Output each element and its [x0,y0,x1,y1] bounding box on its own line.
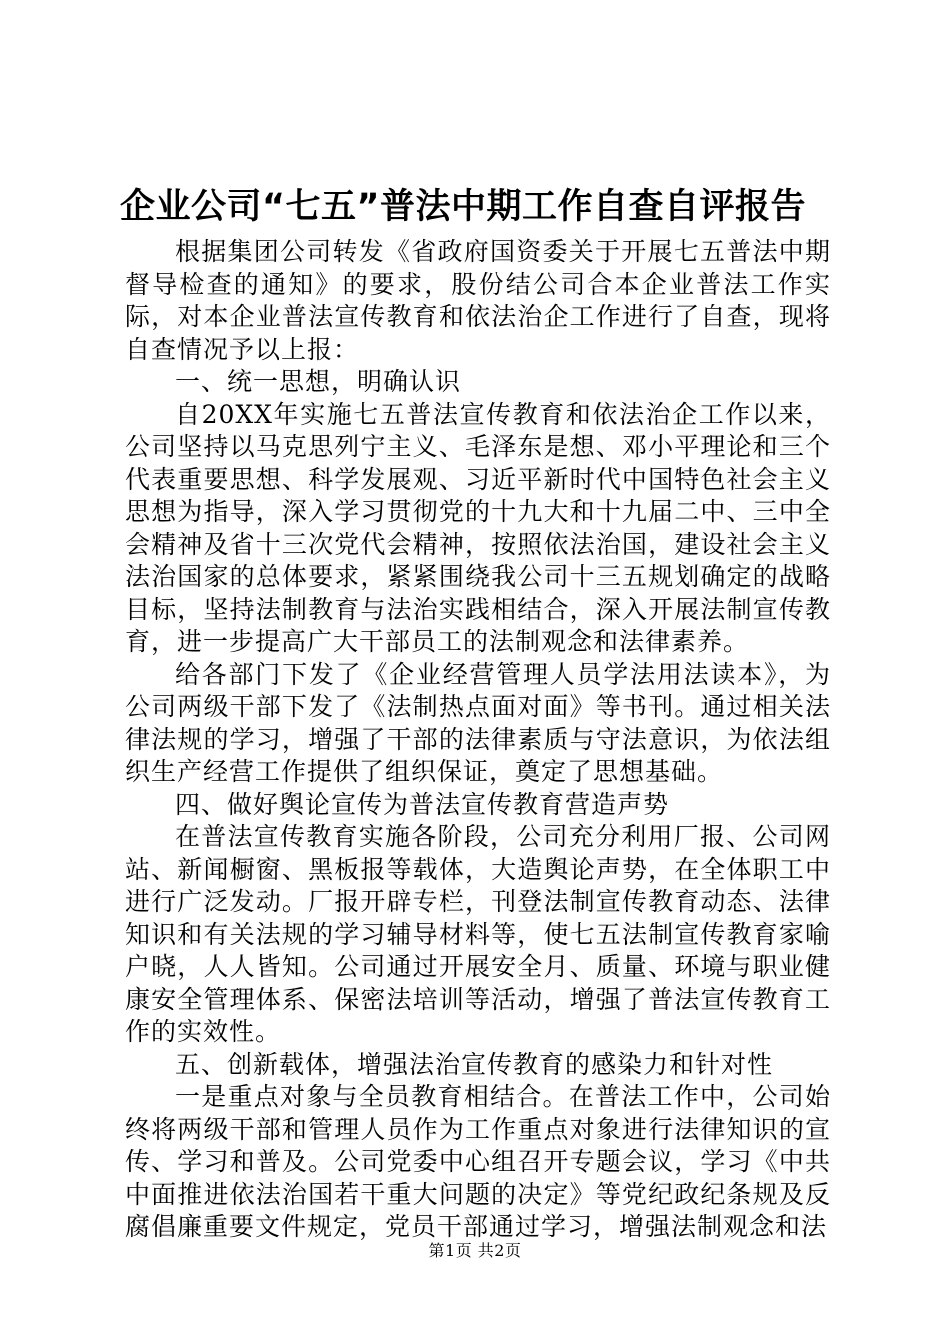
document-body [125,236,831,1244]
paragraph-section-5: 一是重点对象与全员教育相结合。在普法工作中，公司始终将两级干部和管理人员作为工作重点对象进行法律知识的宣传、学习和普及。公司党委中心组召开专题会议，学习《中共中面推进依法治国若干重大问题的决定》等党纪政纪条规及反腐倡廉重要文件规定，党员干部通过学习，增强法制观念和法 [125,1082,831,1241]
section-heading-4: 四、做好舆论宣传为普法宣传教育营造声势 [175,789,670,819]
paragraph-section-4: 在普法宣传教育实施各阶段，公司充分利用厂报、公司网站、新闻橱窗、黑板报等载体，大造舆论声势，在全体职工中进行广泛发动。厂报开辟专栏，刊登法制宣传教育动态、法律知识和有关法规的学习辅导材料等，使七五法制宣传教育家喻户晓，人人皆知。公司通过开展安全月、质量、环境与职业健康安全管理体系、保密法培训等活动，增强了普法宣传教育工作的实效性。 [125,822,831,1046]
section-heading-5: 五、创新载体，增强法治宣传教育的感染力和针对性 [175,1049,774,1079]
page-number-footer: 第1页 共2页 [428,1241,522,1260]
paragraph-section-1: 自20XX年实施七五普法宣传教育和依法治企工作以来，公司坚持以马克思列宁主义、毛泽东是想、邓小平理论和三个代表重要思想、科学发展观、习近平新时代中国特色社会主义思想为指导，深入学习贯彻党的十九大和十九届二中、三中全会精神及省十三次党代会精神，按照依法治国，建设社会主义法治国家的总体要求，紧紧围绕我公司十三五规划确定的战略目标，坚持法制教育与法治实践相结合，深入开展法制宣传教育，进一步提高广大干部员工的法制观念和法律素养。 [125,399,831,656]
paragraph-materials: 给各部门下发了《企业经营管理人员学法用法读本》，为公司两级干部下发了《法制热点面对面》等书刊。通过相关法律法规的学习，增强了干部的法律素质与守法意识，为依法组织生产经营工作提供了组织保证，奠定了思想基础。 [125,659,831,786]
document-title: 企业公司“七五”普法中期工作自查自评报告 [120,187,807,227]
paragraph-intro: 根据集团公司转发《省政府国资委关于开展七五普法中期督导检查的通知》的要求，股份结公司合本企业普法工作实际，对本企业普法宣传教育和依法治企工作进行了自查，现将自查情况予以上报： [125,237,831,364]
section-heading-1: 一、统一思想，明确认识 [175,367,462,396]
